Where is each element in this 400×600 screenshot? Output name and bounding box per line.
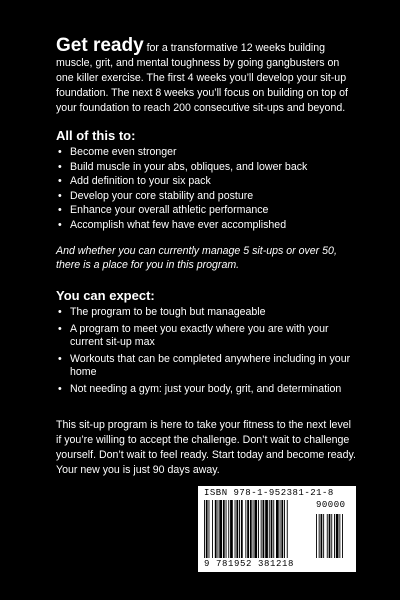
intro-paragraph xyxy=(56,35,356,116)
list-item: • Workouts that can be completed anywhere including in your home xyxy=(56,353,356,379)
barcode-addon-digits: 90000 xyxy=(316,500,346,510)
list-item: • A program to meet you exactly where you are with your current sit-up max xyxy=(56,323,356,349)
benefits-heading: All of this to: xyxy=(56,128,136,143)
list-item: • Accomplish what few have ever accomplished xyxy=(56,219,356,232)
list-item: • Develop your core stability and posture xyxy=(56,190,356,203)
expect-heading: You can expect: xyxy=(56,287,155,303)
barcode-digits: 9 781952 381218 xyxy=(204,559,295,569)
list-item: • Become even stronger xyxy=(56,146,356,159)
isbn-text: ISBN 978-1-952381-21-8 xyxy=(204,488,334,498)
list-item: • Not needing a gym: just your body, grit, and determination xyxy=(56,383,356,396)
intro-text: for a transformative 12 weeks building muscle, grit, and mental toughness by going gangbusters on one killer exercise. The first 4 weeks you’ll develop your sit-up foundation. The next 8 weeks you’ll focus on building on top of your foundation to reach 200 consecutive sit-ups and beyond. xyxy=(56,42,348,114)
benefits-list xyxy=(56,146,356,232)
list-item: • Add definition to your six pack xyxy=(56,175,356,188)
expect-list xyxy=(56,306,356,396)
list-item: • Enhance your overall athletic performance xyxy=(56,204,356,217)
isbn-barcode xyxy=(198,486,356,572)
outro-paragraph: This sit-up program is here to take your fitness to the next level if you’re willing to accept the challenge. Don’t wait to challenge yourself. Don’t wait to feel ready. Start today and become ready. Your new you is just 90 days away. xyxy=(56,418,356,476)
list-item: • Build muscle in your abs, obliques, and lower back xyxy=(56,161,356,174)
list-item: • The program to be tough but manageable xyxy=(56,306,356,319)
intro-lead: Get ready xyxy=(56,35,144,56)
back-cover-text xyxy=(56,35,356,478)
italic-note: And whether you can currently manage 5 sit-ups or over 50, there is a place for you in this program. xyxy=(56,244,337,271)
